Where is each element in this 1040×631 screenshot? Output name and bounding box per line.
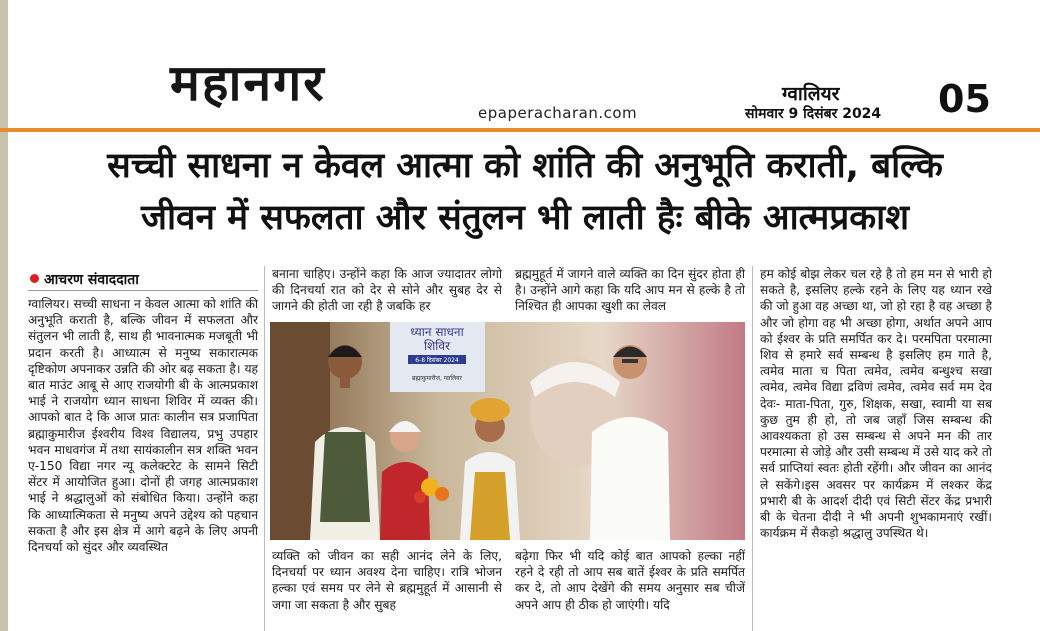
article-column-2-bottom: व्यक्ति को जीवन का सही आनंद लेने के लिए, दिनचर्या पर ध्यान अवश्य देना चाहिए। रात्रि भोजन हल्का एवं समय पर लेने से ब्रह्ममुहूर्त में आसानी से जगा जा सकता है और सुबह xyxy=(272,549,502,612)
svg-text:शिविर: शिविर xyxy=(424,339,450,353)
news-photo-illustration xyxy=(270,322,745,540)
news-photo xyxy=(270,322,745,540)
headline-line-2: जीवन में सफलता और संतुलन भी लाती हैः बीके आत्मप्रकाश xyxy=(140,198,910,238)
masthead-rule xyxy=(0,128,1040,132)
edition-date: सोमवार 9 दिसंबर 2024 xyxy=(745,106,882,122)
byline-text: आचरण संवाददाता xyxy=(44,272,139,288)
page-number: 05 xyxy=(938,77,991,121)
article-column-2-top: बनाना चाहिए। उन्होंने कहा कि आज ज्यादातर लोगो की दिनचर्या रात को देर से सोने और सुबह देर से जागने की होती जा रही है जबकि हर xyxy=(272,267,502,314)
byline-dot-icon xyxy=(30,274,39,283)
article-column-4: हम कोई बोझ लेकर चल रहे है तो हम मन से भारी हो सकते है, इसलिए हल्के रहने के लिए यह ध्यान रखे की जो हुआ वह अच्छा था, जो हो रहा है वह अच्छा है और जो होगा वह भी अच्छा होगा, अर्थात अपने आप को ईश्वर के प्रति समर्पित कर दे। परमपिता परमात्मा शिव से हमारे सर्व सम्बन्ध है इसलिए हम गाते है, त्वमेव माता च पिता त्वमेव, त्वमेव बन्धुश्च सखा त्वमेव, त्वमेव विद्या द्रविणं त्वमेव, त्वमेव सर्व मम देव देवः- माता-पिता, गुरु, शिक्षक, सखा, स्वामी या सब कुछ तुम ही हो, तो जब जहाँ जिस सम्बन्ध की आवश्यकता हो उस सम्बन्ध से अपने मन की तार परमात्मा से जोड़े और उसी सम्बन्ध में उसे याद करे तो सर्व प्राप्तियां स्वतः होती रहेंगी। और जीवन का आनंद ले सकेंगे।इस अवसर पर कार्यक्रम में लश्कर केंद्र प्रभारी बी के आदर्श दीदी एवं सिटी सेंटर केंद्र प्रभारी बी के चेतना दीदी ने भी अपनी शुभकामनाएं रखीं। कार्यक्रम में सैकड़ो श्रद्धालु उपस्थित थे। xyxy=(760,267,992,541)
svg-text:ध्यान साधना: ध्यान साधना xyxy=(410,325,464,339)
masthead xyxy=(0,0,1040,130)
byline-rule xyxy=(28,290,258,291)
column-divider xyxy=(752,266,753,631)
site-url: epaperacharan.com xyxy=(478,104,638,122)
article-column-3-top: ब्रह्ममुहूर्त में जागने वाले व्यक्ति का दिन सुंदर होता ही है। उन्होंने आगे कहा कि यदि आप मन से हल्के है तो निश्चित ही आपका खुशी का लेवल xyxy=(515,267,745,314)
headline-line-1: सच्ची साधना न केवल आत्मा को शांति की अनुभूति कराती, बल्कि xyxy=(107,146,943,186)
headline xyxy=(20,140,1030,244)
column-divider xyxy=(264,266,265,631)
edition-city: ग्वालियर xyxy=(782,83,840,105)
article-column-3-bottom: बढ़ेगा फिर भी यदि कोई बात आपको हल्का नहीं रहने दे रही तो आप सब बातें ईश्वर के प्रति समर्पित कर दे, तो आप देखेंगे की समय अनुसार सब चीजें अपने आप ही ठीक हो जाएंगी। यदि xyxy=(515,549,745,612)
byline xyxy=(30,270,139,289)
section-title: महानगर xyxy=(170,54,326,112)
svg-text:6-8 दिसंबर 2024: 6-8 दिसंबर 2024 xyxy=(415,357,459,364)
svg-text:ब्रह्माकुमारीज, ग्वालियर: ब्रह्माकुमारीज, ग्वालियर xyxy=(412,375,462,382)
article-column-1: ग्वालियर। सच्ची साधना न केवल आत्मा को शांति की अनुभूति कराती है, बल्कि जीवन में सफलता और संतुलन भी लाती है, साथ ही भावनात्मक मजबूती भी प्रदान करती है। आध्यात्म से मनुष्य सकारात्मक दृष्टिकोण अपनाकर उन्नति की ओर बढ़ सकता है। यह बात माउंट आबू से आए राजयोगी बी के आत्मप्रकाश भाई ने राजयोग ध्यान साधना शिविर में व्यक्त की। आपको बात दे कि आज प्रातः कालीन सत्र प्रजापिता ब्रह्माकुमारीज ईश्वरीय विश्व विद्यालय, प्रभु उपहार भवन माधवगंज में तथा सायंकालीन सत्र शक्ति भवन ए-150 विद्या नगर न्यू कलेक्टरेट के सामने सिटी सेंटर में आयोजित हुआ। दोनों ही जगह आत्मप्रकाश भाई ने श्रद्धालुओं को संबोधित किया। उन्होंने कहा कि आध्यात्मिकता से मनुष्य अपने उद्देश्य को पहचान सकता है और इस क्षेत्र में आगे बढ़ने के लिए अपनी दिनचर्या को सुंदर और व्यवस्थित xyxy=(28,297,258,555)
